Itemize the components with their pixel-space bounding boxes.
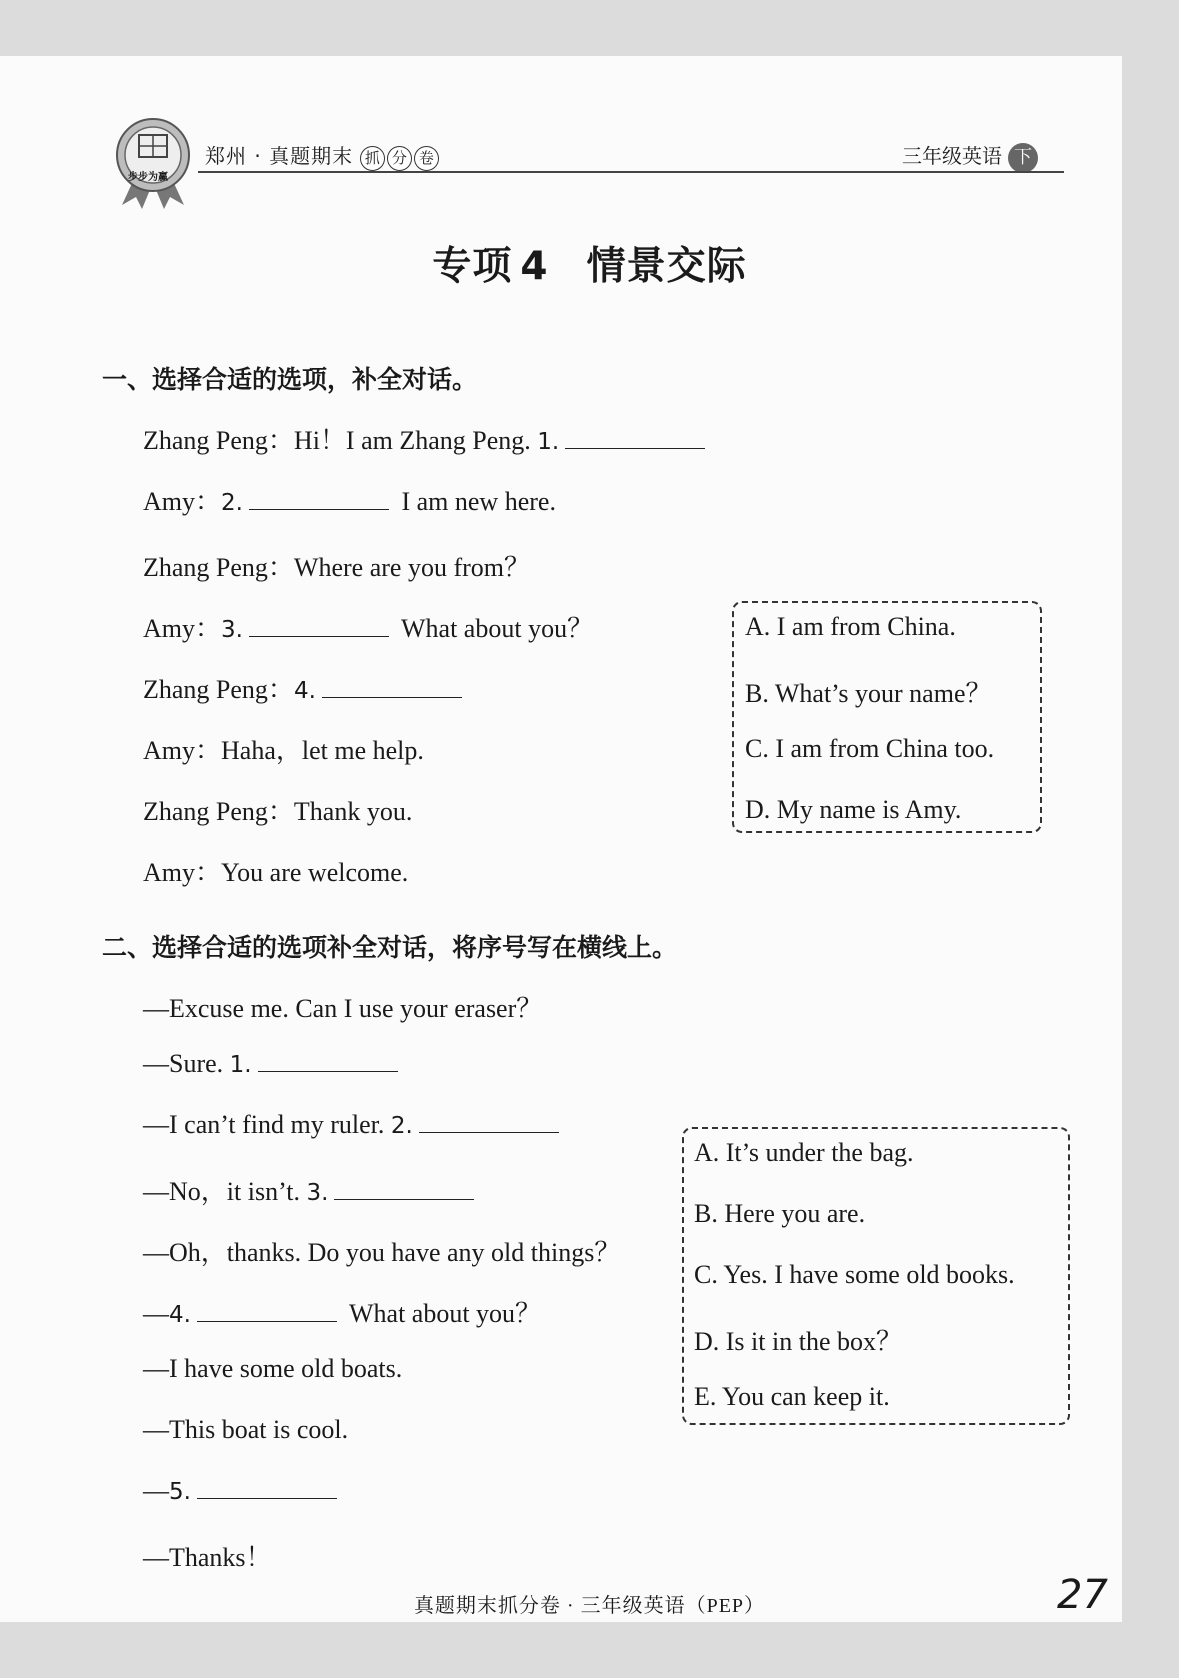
answer-blank[interactable]	[197, 1299, 337, 1322]
dialog-text: What about you？	[342, 1299, 542, 1328]
answer-blank[interactable]	[419, 1110, 559, 1133]
option-item: B. What’s your name？	[745, 679, 992, 708]
blank-number: 2.	[221, 490, 243, 516]
header-grade-title	[902, 140, 1038, 173]
dialog-line	[143, 608, 593, 645]
dialog-line	[143, 1415, 348, 1445]
section2-heading: 二、选择合适的选项补全对话，将序号写在横线上。	[102, 933, 678, 962]
dialog-text: What about you？	[394, 614, 594, 643]
section1-heading: 一、选择合适的选项，补全对话。	[102, 365, 478, 394]
dialog-text: —	[143, 1476, 169, 1505]
option-item: C. I am from China too.	[745, 734, 995, 763]
dialog-text: I am new here.	[394, 487, 556, 516]
dialog-text: Zhang Peng：	[143, 675, 294, 704]
dialog-text: Amy：Haha，let me help.	[143, 736, 424, 765]
dialog-line	[143, 1537, 272, 1574]
option-item: E. You can keep it.	[694, 1382, 890, 1411]
dialog-line	[143, 669, 468, 706]
dialog-line	[143, 852, 408, 889]
blank-number: 3.	[306, 1180, 329, 1206]
header-series-title	[205, 140, 441, 171]
option-item: D. My name is Amy.	[745, 795, 962, 824]
dialog-line	[143, 1110, 565, 1140]
dialog-line	[143, 730, 424, 767]
dialog-text: —Excuse me. Can I use your eraser？	[143, 994, 543, 1023]
dialog-text: —No，it isn’t.	[143, 1177, 307, 1206]
medal-logo-icon	[112, 117, 194, 209]
dialog-text: Amy：	[143, 487, 222, 516]
answer-blank[interactable]	[197, 1476, 337, 1499]
blank-number: 1.	[537, 429, 560, 455]
answer-blank[interactable]	[249, 487, 389, 510]
blank-number: 1.	[229, 1052, 252, 1078]
blank-number: 4.	[293, 678, 316, 704]
dialog-text: —Sure.	[143, 1049, 230, 1078]
title-number: 4	[520, 244, 549, 289]
dialog-text: Zhang Peng：Where are you from？	[143, 553, 530, 582]
volume-badge: 下	[1008, 143, 1038, 173]
circled-char: 抓	[360, 146, 385, 171]
header-city-label: 郑州 · 真题期末	[205, 144, 354, 168]
answer-blank[interactable]	[258, 1049, 398, 1072]
dialog-text: —Oh，thanks. Do you have any old things？	[143, 1238, 621, 1267]
title-topic: 情景交际	[586, 244, 747, 289]
answer-blank[interactable]	[334, 1177, 474, 1200]
option-item: A. It’s under the bag.	[694, 1138, 914, 1167]
footer-text: 真题期末抓分卷 · 三年级英语（PEP）	[413, 1595, 766, 1617]
dialog-line	[143, 791, 412, 828]
answer-blank[interactable]	[565, 426, 705, 449]
dialog-line	[143, 988, 542, 1025]
dialog-text: Zhang Peng：Thank you.	[143, 797, 413, 826]
dialog-text: Amy：You are welcome.	[143, 858, 409, 887]
title-label: 专项	[432, 244, 513, 289]
dialog-text: Zhang Peng：Hi！I am Zhang Peng.	[143, 426, 538, 455]
dialog-text: —I have some old boats.	[143, 1354, 403, 1383]
dialog-text: Amy：	[143, 614, 222, 643]
blank-number: 3.	[221, 617, 243, 643]
dialog-text: —This boat is cool.	[143, 1415, 349, 1444]
answer-blank[interactable]	[249, 614, 389, 637]
badge-text: 步步为赢	[128, 172, 168, 183]
page-title	[0, 235, 1179, 291]
option-item: A. I am from China.	[745, 612, 956, 641]
answer-blank[interactable]	[322, 675, 462, 698]
dialog-line	[143, 1049, 404, 1079]
dialog-text: —	[143, 1299, 169, 1328]
option-item: C. Yes. I have some old books.	[694, 1260, 1015, 1289]
blank-number: 4.	[169, 1302, 191, 1328]
dialog-line	[143, 1171, 480, 1208]
dialog-line	[143, 1293, 541, 1330]
circled-char: 卷	[414, 146, 439, 171]
dialog-line	[143, 1476, 343, 1506]
header-divider	[198, 171, 1064, 173]
blank-number: 2.	[390, 1113, 413, 1139]
blank-number: 5.	[169, 1479, 191, 1505]
dialog-line	[143, 547, 530, 584]
dialog-text: —I can’t find my ruler.	[143, 1110, 391, 1139]
dialog-line	[143, 420, 711, 457]
dialog-line	[143, 1354, 402, 1384]
page-number: 27	[1057, 1572, 1108, 1618]
option-item: B. Here you are.	[694, 1199, 866, 1228]
grade-label: 三年级英语	[902, 144, 1002, 168]
dialog-line	[143, 1232, 620, 1269]
dialog-text: —Thanks！	[143, 1543, 272, 1572]
dialog-line	[143, 481, 556, 518]
circled-char: 分	[387, 146, 412, 171]
option-item: D. Is it in the box？	[694, 1327, 902, 1356]
